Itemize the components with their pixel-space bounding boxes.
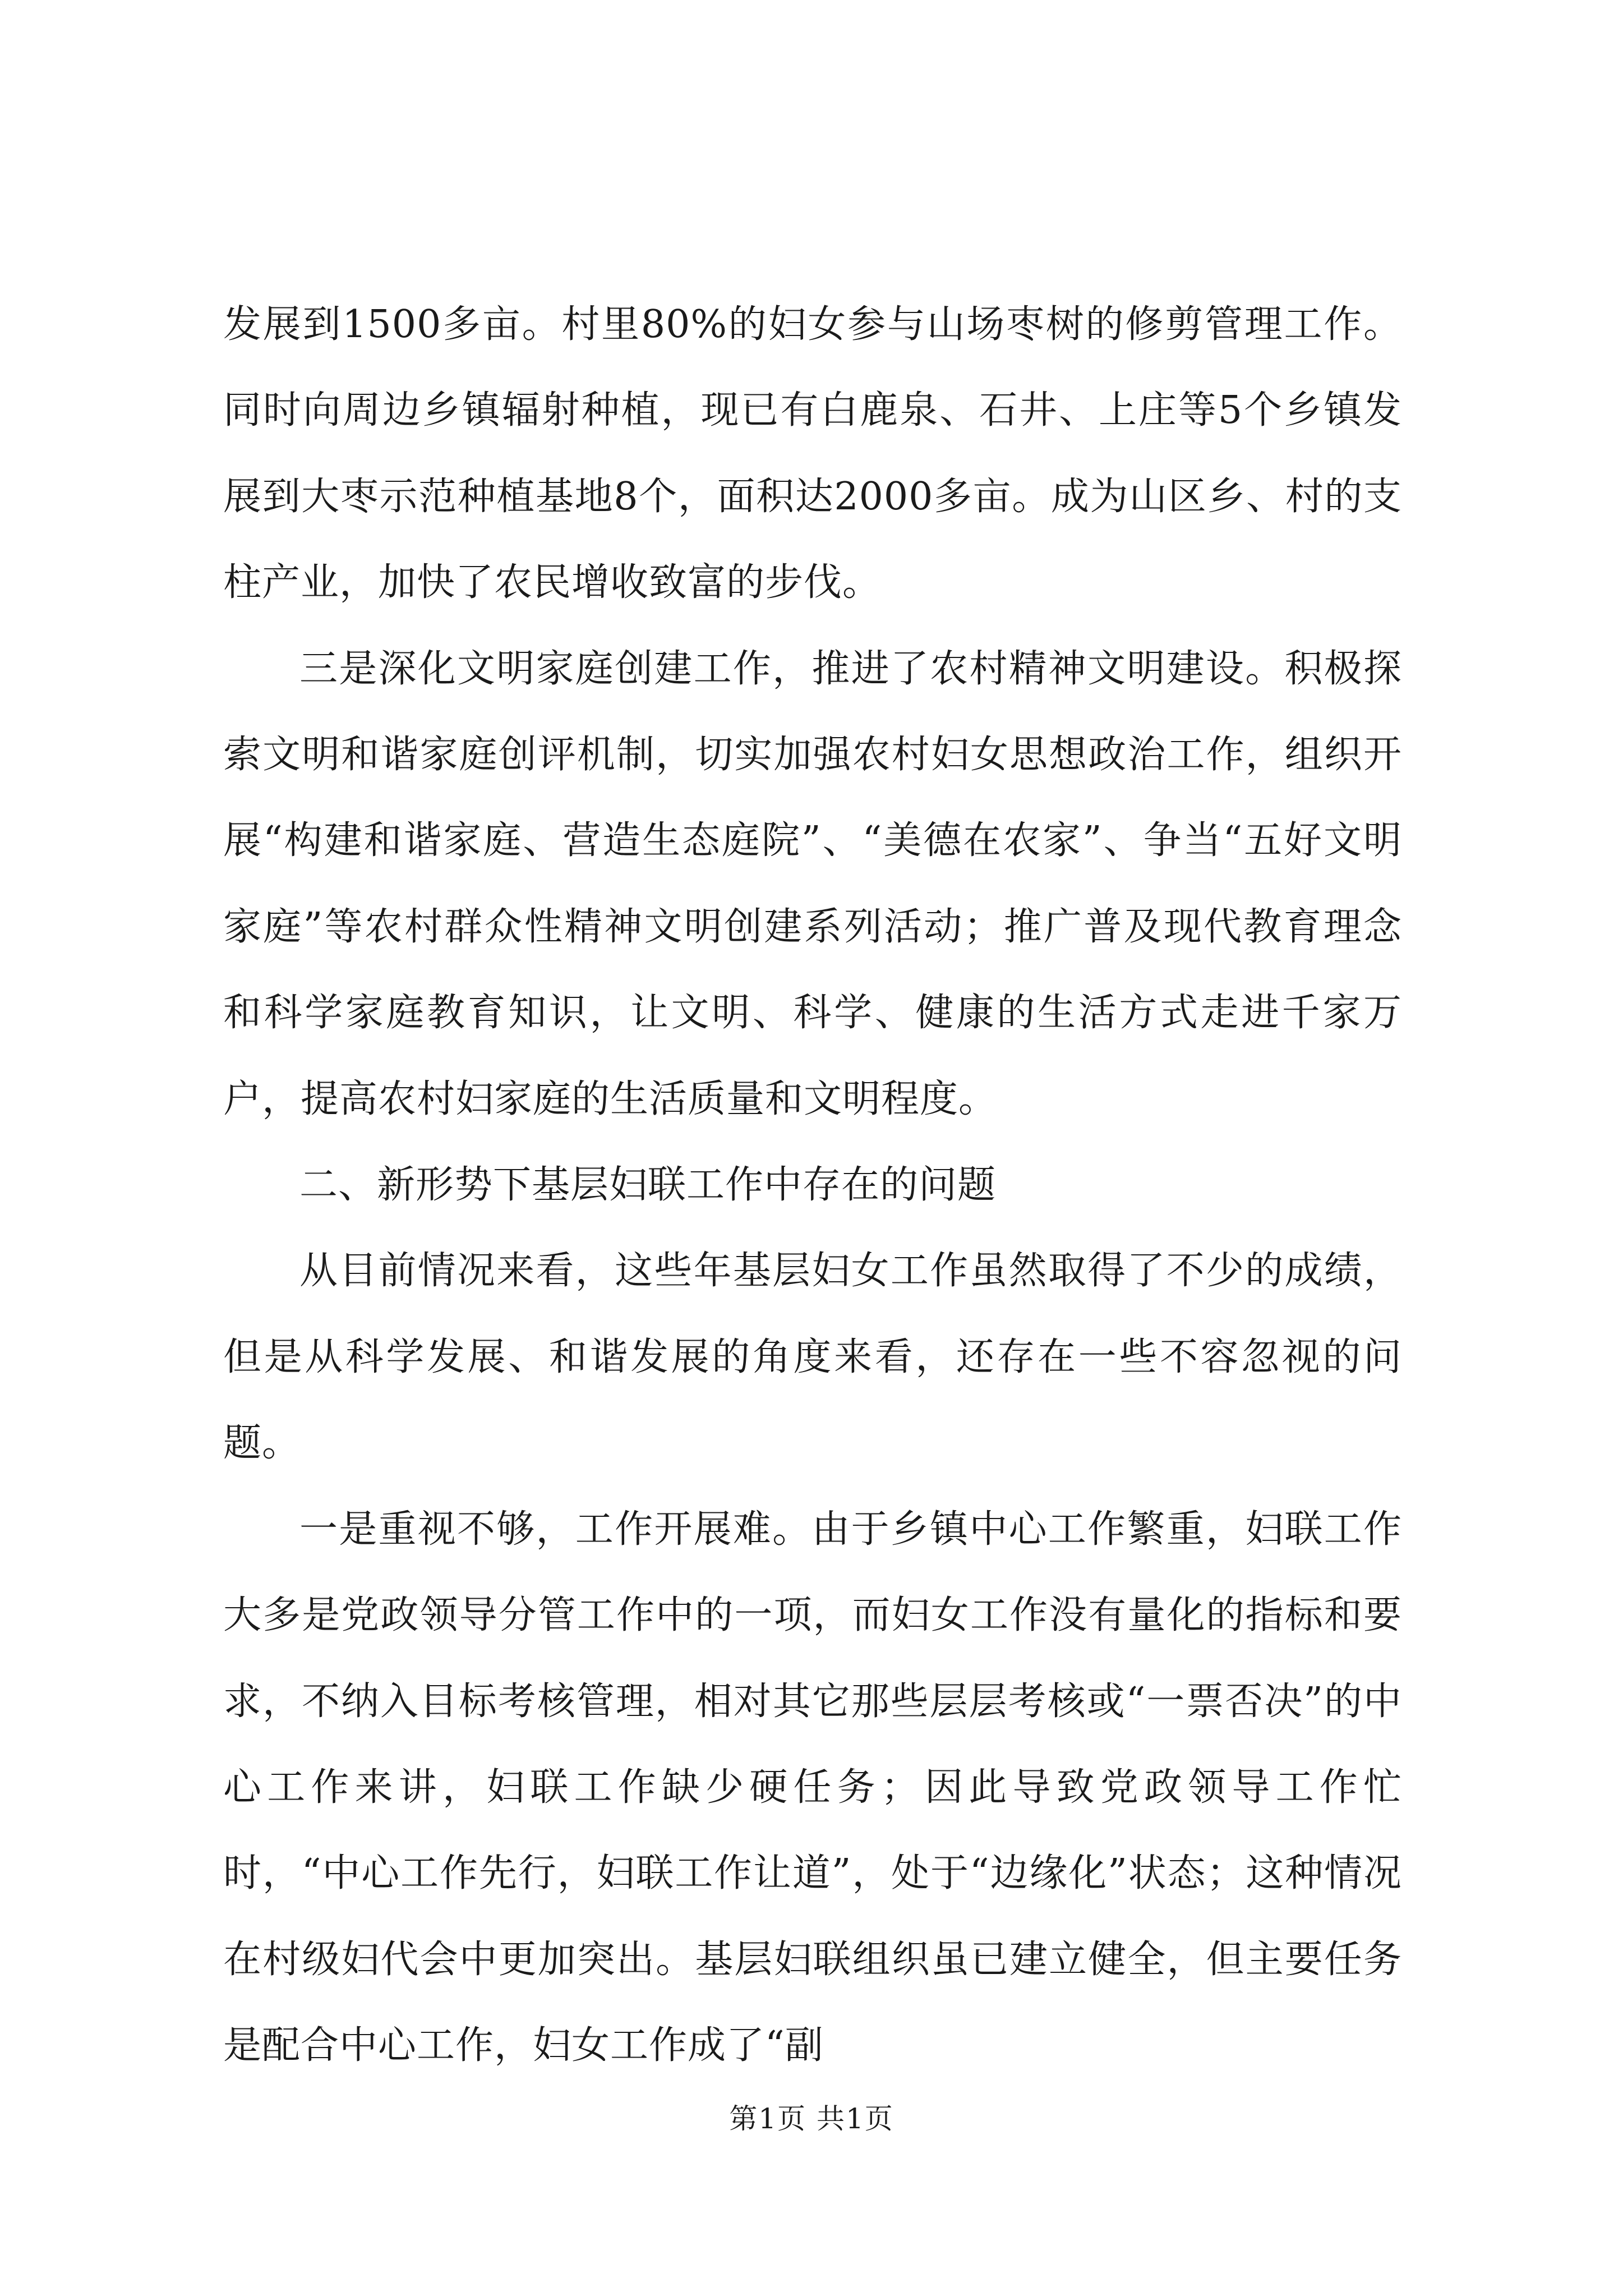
paragraph-1: 发展到1500多亩。村里80%的妇女参与山场枣树的修剪管理工作。同时向周边乡镇辐射种植，现已有白鹿泉、石井、上庄等5个乡镇发展到大枣示范种植基地8个，面积达2000多亩。成为山区乡、村的支柱产业，加快了农民增收致富的步伐。 [223, 302, 1402, 605]
paragraph-3: 从目前情况来看，这些年基层妇女工作虽然取得了不少的成绩，但是从科学发展、和谐发展的角度来看，还存在一些不容忽视的问题。 [223, 1249, 1402, 1466]
page-footer: 第1页 共1页 [729, 2102, 894, 2135]
document-body [223, 282, 1402, 2089]
paragraph-4: 一是重视不够，工作开展难。由于乡镇中心工作繁重，妇联工作大多是党政领导分管工作中的一项，而妇女工作没有量化的指标和要求，不纳入目标考核管理，相对其它那些层层考核或“一票否决”的中心工作来讲，妇联工作缺少硬任务；因此导致党政领导工作忙时，“中心工作先行，妇联工作让道”，处于“边缘化”状态；这种情况在村级妇代会中更加突出。基层妇联组织虽已建立健全，但主要任务是配合中心工作，妇女工作成了“副 [223, 1507, 1402, 2068]
section-heading: 二、新形势下基层妇联工作中存在的问题 [299, 1163, 997, 1208]
paragraph-2: 三是深化文明家庭创建工作，推进了农村精神文明建设。积极探索文明和谐家庭创评机制，切实加强农村妇女思想政治工作，组织开展“构建和谐家庭、营造生态庭院”、“美德在农家”、争当“五好文明家庭”等农村群众性精神文明创建系列活动；推广普及现代教育理念和科学家庭教育知识，让文明、科学、健康的生活方式走进千家万户，提高农村妇家庭的生活质量和文明程度。 [223, 646, 1402, 1121]
